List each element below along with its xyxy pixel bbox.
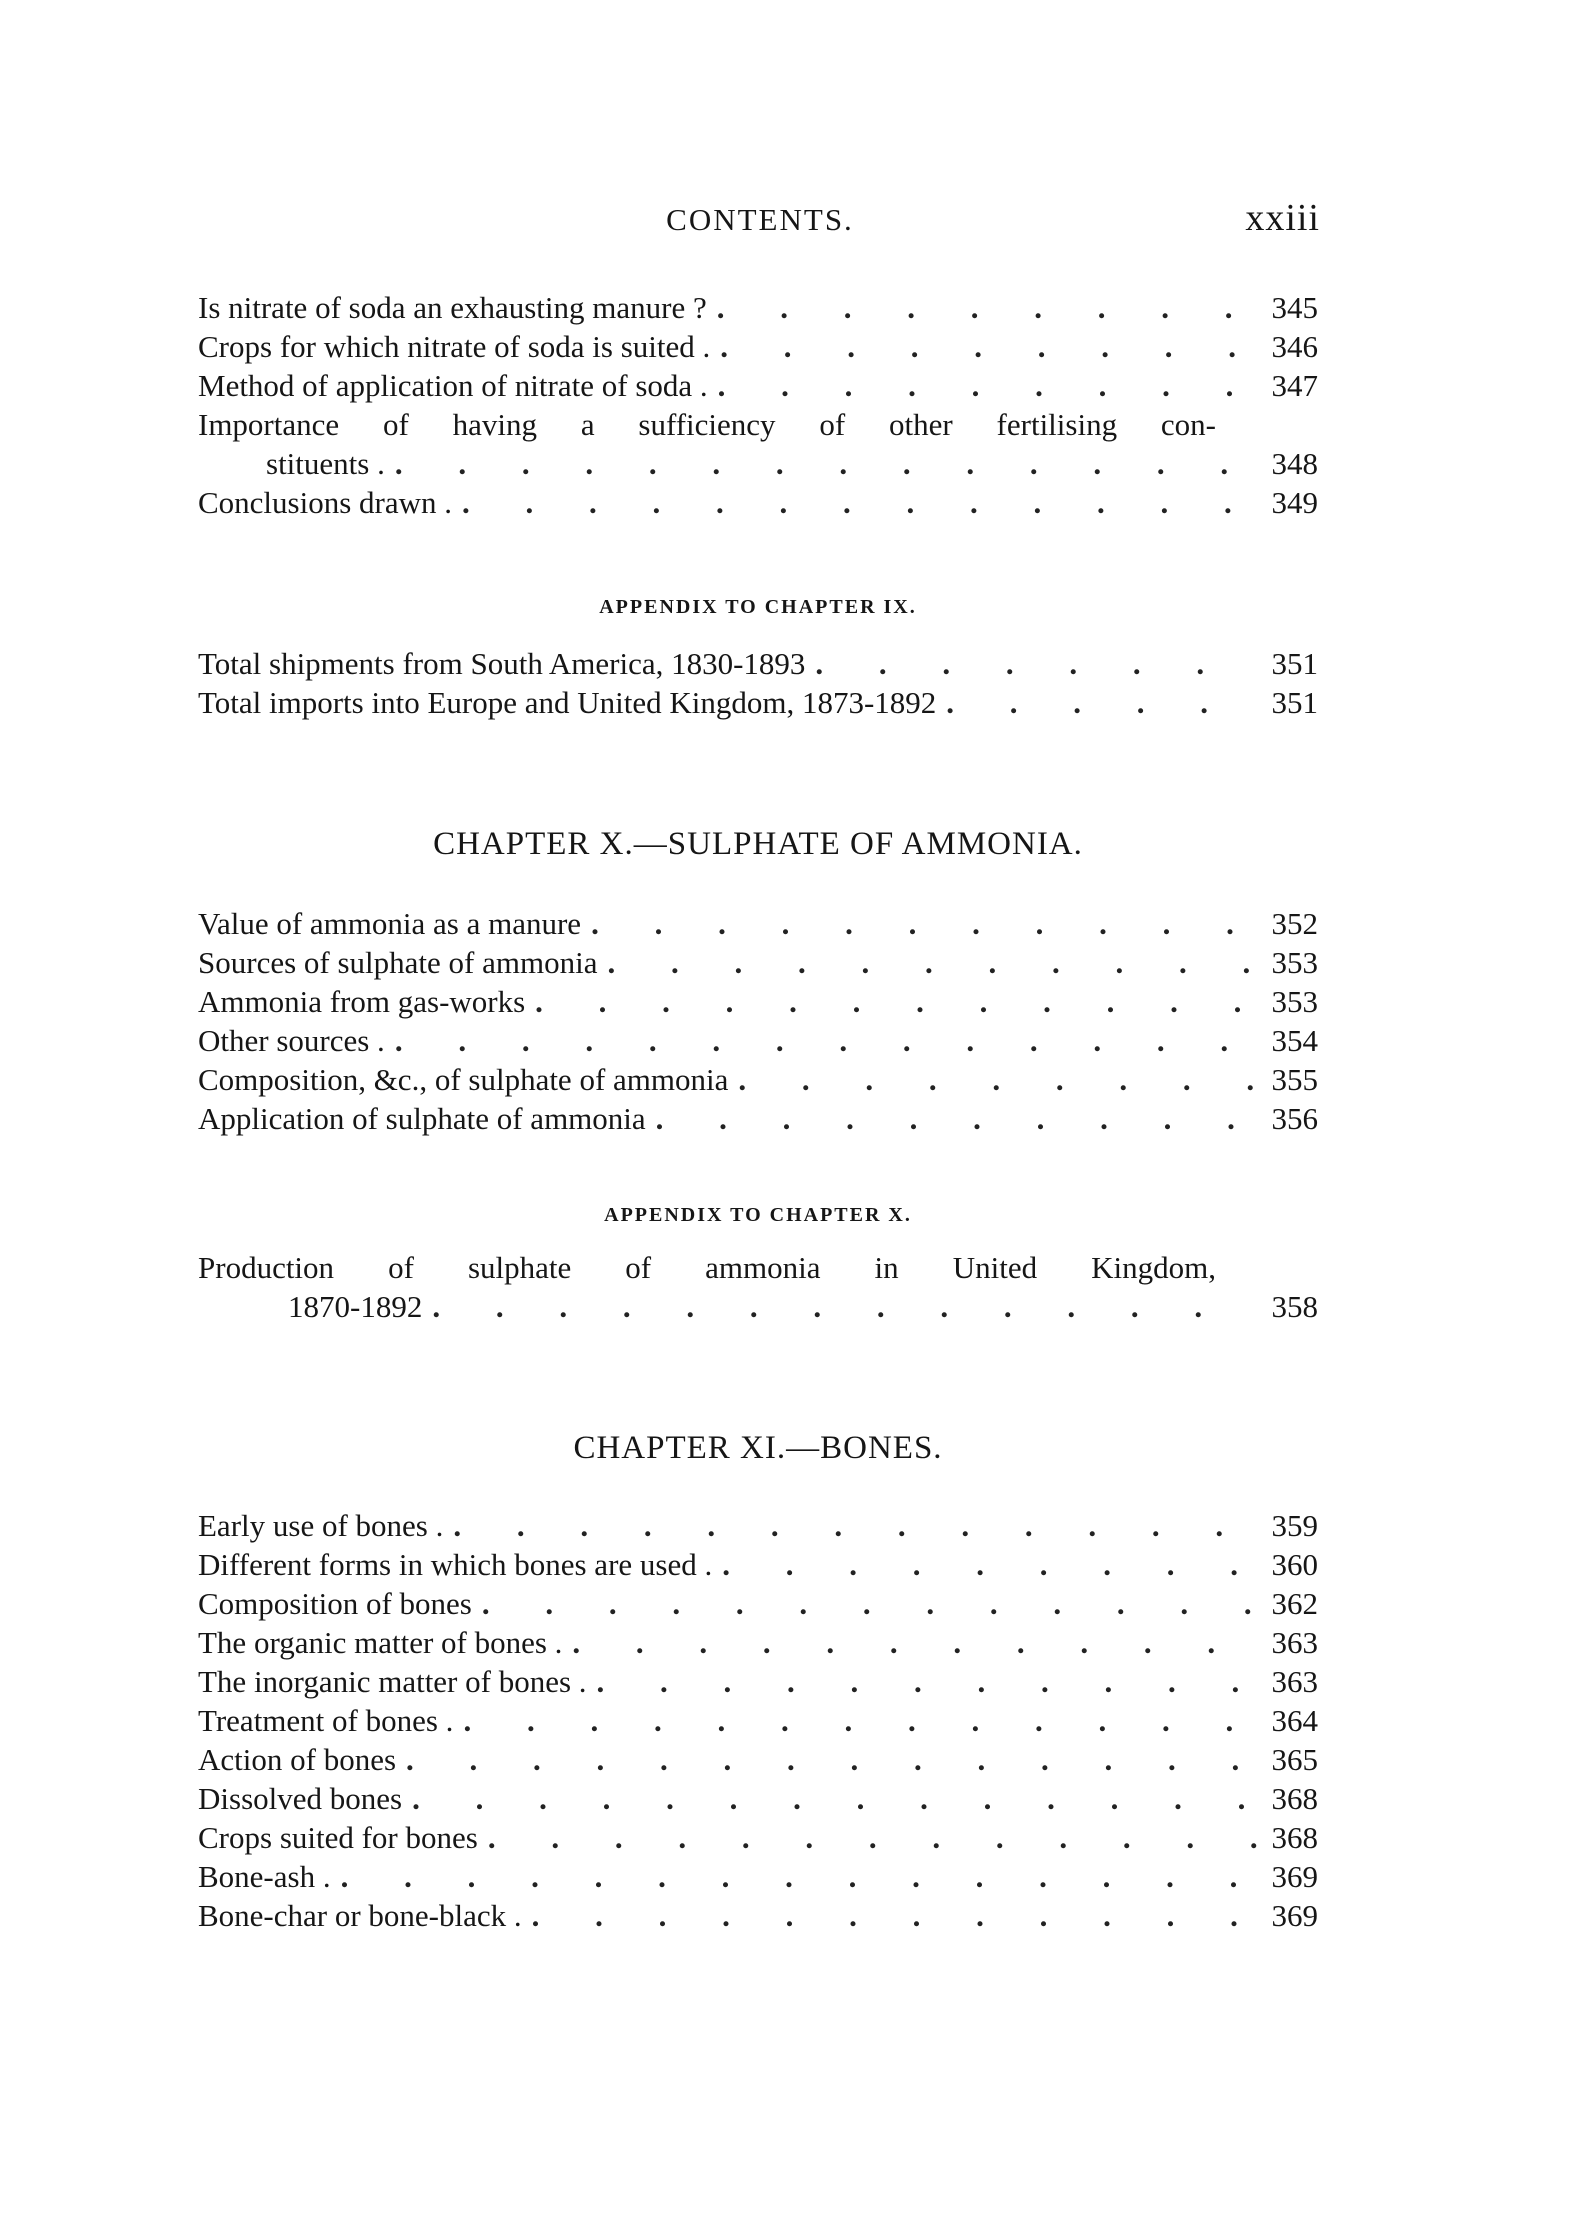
toc-entry-label: Composition of bones (198, 1586, 472, 1621)
toc-entry (198, 1779, 1318, 1818)
toc-entry-page: 369 (1271, 1898, 1318, 1933)
toc-entry-page: 353 (1271, 945, 1318, 980)
toc-entry-label: Bone-ash . (198, 1859, 331, 1894)
toc-entry-page: 360 (1271, 1547, 1318, 1582)
dot-leader (463, 1701, 1258, 1740)
toc-entry (198, 943, 1318, 982)
toc-entry-page: 368 (1271, 1820, 1318, 1855)
toc-entry-page: 362 (1271, 1586, 1318, 1621)
toc-entry-label: Value of ammonia as a manure (198, 906, 582, 941)
dot-leader (656, 1099, 1258, 1138)
toc-entry-label: Method of application of nitrate of soda . (198, 368, 708, 403)
dot-leader (607, 943, 1258, 982)
running-head-title: CONTENTS. (666, 202, 854, 237)
toc-entry-label: Total shipments from South America, 1830-1893 (198, 646, 806, 681)
toc-entry-label: Crops suited for bones (198, 1820, 478, 1855)
toc-entry (198, 366, 1318, 405)
dot-leader (395, 1021, 1258, 1060)
toc-entry (198, 483, 1318, 522)
toc-entry (198, 1099, 1318, 1138)
toc-entry-page: 363 (1271, 1625, 1318, 1660)
dot-leader (341, 1857, 1258, 1896)
toc-entry-page: 346 (1271, 329, 1318, 364)
toc-entry (198, 1584, 1318, 1623)
toc-entry-page: 369 (1271, 1859, 1318, 1894)
toc-entry-wrapped-line: Production of sulphate of ammonia in United Kingdom, (198, 1250, 1216, 1285)
toc-entry-label: Bone-char or bone-black . (198, 1898, 522, 1933)
toc-entry (198, 1818, 1318, 1857)
toc-entry (198, 1060, 1318, 1099)
toc-entry-label: Early use of bones . (198, 1508, 444, 1543)
dot-leader (482, 1584, 1258, 1623)
toc-entry (198, 1287, 1318, 1326)
dot-leader (722, 1545, 1258, 1584)
dot-leader (488, 1818, 1258, 1857)
page-folio: xxiii (1245, 197, 1320, 239)
toc-entry-page: 356 (1271, 1101, 1318, 1136)
dot-leader (815, 644, 1258, 683)
toc-entry-page: 348 (1271, 446, 1318, 481)
chapter-heading: CHAPTER XI.—BONES. (573, 1430, 943, 1466)
toc-entry-label: Total imports into Europe and United Kingdom, 1873-1892 (198, 685, 937, 720)
dot-leader (453, 1506, 1258, 1545)
toc-entry-label: Ammonia from gas-works (198, 984, 526, 1019)
toc-entry-page: 352 (1271, 906, 1318, 941)
dot-leader (572, 1623, 1258, 1662)
toc-entry-page: 355 (1271, 1062, 1318, 1097)
toc-entry-label: Conclusions drawn . (198, 485, 453, 520)
toc-entry-page: 365 (1271, 1742, 1318, 1777)
toc-section-chapter-10 (198, 904, 1318, 1138)
toc-entry-page: 363 (1271, 1664, 1318, 1699)
toc-entry (198, 1740, 1318, 1779)
toc-section-chapter-11 (198, 1506, 1318, 1935)
toc-entry-page: 353 (1271, 984, 1318, 1019)
appendix-heading: APPENDIX TO CHAPTER X. (604, 1204, 912, 1226)
toc-entry-label: 1870-1892 (288, 1289, 423, 1324)
toc-entry-page: 368 (1271, 1781, 1318, 1816)
toc-section-appendix-10 (198, 1248, 1318, 1326)
dot-leader (717, 288, 1258, 327)
dot-leader (738, 1060, 1258, 1099)
toc-entry-label: The organic matter of bones . (198, 1625, 563, 1660)
toc-entry-page: 358 (1271, 1289, 1318, 1324)
toc-entry-label: Different forms in which bones are used . (198, 1547, 713, 1582)
dot-leader (395, 444, 1258, 483)
toc-entry-page: 354 (1271, 1023, 1318, 1058)
dot-leader (946, 683, 1258, 722)
toc-entry-label: Sources of sulphate of ammonia (198, 945, 598, 980)
dot-leader (591, 904, 1258, 943)
toc-entry-page: 359 (1271, 1508, 1318, 1543)
toc-entry (198, 1857, 1318, 1896)
toc-entry-page: 351 (1271, 646, 1318, 681)
dot-leader (406, 1740, 1258, 1779)
dot-leader (432, 1287, 1258, 1326)
dot-leader (462, 483, 1258, 522)
toc-entry (198, 327, 1318, 366)
chapter-heading: CHAPTER X.—SULPHATE OF AMMONIA. (433, 826, 1083, 862)
toc-entry-label: Treatment of bones . (198, 1703, 454, 1738)
toc-entry (198, 288, 1318, 327)
dot-leader (718, 366, 1258, 405)
toc-entry-label: Composition, &c., of sulphate of ammonia (198, 1062, 729, 1097)
toc-entry-label: Action of bones (198, 1742, 397, 1777)
toc-section-appendix-9 (198, 644, 1318, 722)
toc-entry (198, 1545, 1318, 1584)
dot-leader (535, 982, 1258, 1021)
toc-entry (198, 1021, 1318, 1060)
toc-entry (198, 1701, 1318, 1740)
running-head (200, 196, 1320, 246)
toc-entry-label: Crops for which nitrate of soda is suited . (198, 329, 711, 364)
toc-entry (198, 644, 1318, 683)
dot-leader (532, 1896, 1258, 1935)
toc-entry-page: 345 (1271, 290, 1318, 325)
dot-leader (412, 1779, 1258, 1818)
toc-entry-page: 349 (1271, 485, 1318, 520)
toc-section-nitrate (198, 288, 1318, 522)
toc-entry (198, 444, 1318, 483)
toc-entry (198, 982, 1318, 1021)
toc-entry (198, 683, 1318, 722)
toc-entry (198, 1506, 1318, 1545)
toc-entry-label: stituents . (266, 446, 385, 481)
toc-entry (198, 904, 1318, 943)
toc-entry (198, 1662, 1318, 1701)
toc-entry-label: Dissolved bones (198, 1781, 403, 1816)
toc-entry-label: The inorganic matter of bones . (198, 1664, 587, 1699)
dot-leader (720, 327, 1258, 366)
toc-entry-label: Other sources . (198, 1023, 385, 1058)
toc-entry-label: Application of sulphate of ammonia (198, 1101, 646, 1136)
toc-entry-page: 364 (1271, 1703, 1318, 1738)
dot-leader (597, 1662, 1258, 1701)
toc-entry-wrapped-line: Importance of having a sufficiency of other fertilising con- (198, 407, 1216, 442)
toc-entry (198, 1623, 1318, 1662)
toc-entry-label: Is nitrate of soda an exhausting manure ? (198, 290, 707, 325)
appendix-heading: APPENDIX TO CHAPTER IX. (599, 596, 917, 618)
toc-entry-page: 347 (1271, 368, 1318, 403)
toc-entry-page: 351 (1271, 685, 1318, 720)
toc-entry (198, 1896, 1318, 1935)
